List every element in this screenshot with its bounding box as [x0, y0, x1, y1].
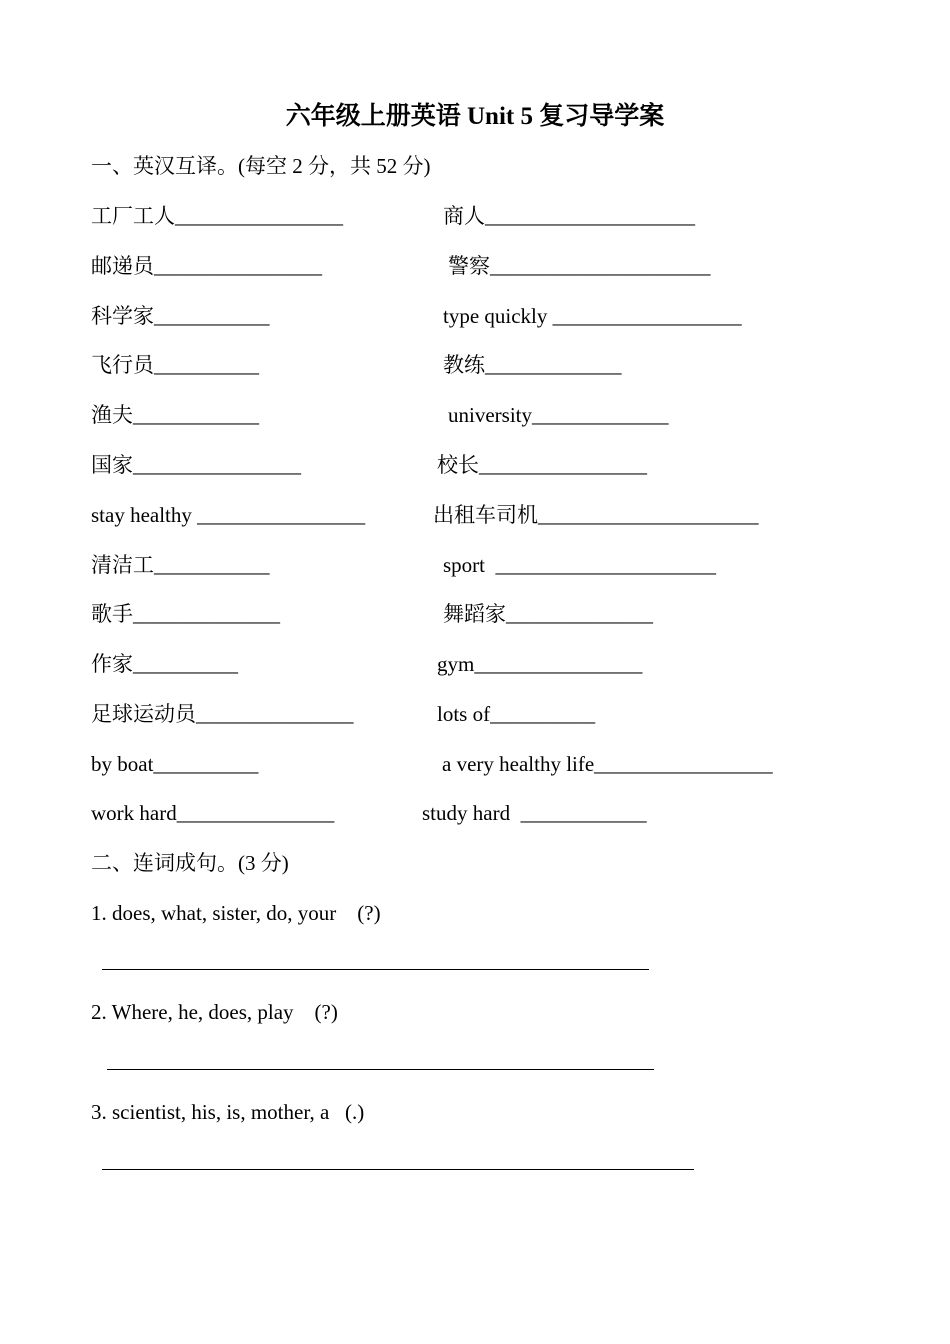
section1-heading: 一、英汉互译。(每空 2 分，共 52 分)	[91, 154, 431, 178]
vocab-item: 教练_____________	[443, 353, 622, 377]
vocab-item: study hard ____________	[422, 801, 647, 825]
vocab-item: by boat__________	[91, 752, 259, 776]
vocab-item: sport _____________________	[443, 553, 716, 577]
vocab-item: university_____________	[448, 403, 669, 427]
vocab-item: 警察_____________________	[448, 254, 711, 278]
vocab-item: 国家________________	[91, 453, 301, 477]
question-2: 2. Where, he, does, play (?)	[91, 1000, 338, 1024]
answer-line-3[interactable]	[102, 1169, 694, 1170]
section2-heading: 二、连词成句。(3 分)	[91, 851, 289, 875]
vocab-item: 歌手______________	[91, 602, 280, 626]
question-1: 1. does, what, sister, do, your (?)	[91, 901, 381, 925]
answer-line-1[interactable]	[102, 969, 649, 970]
vocab-item: 科学家___________	[91, 304, 270, 328]
vocab-item: work hard_______________	[91, 801, 335, 825]
vocab-item: 清洁工___________	[91, 553, 270, 577]
vocab-item: 渔夫____________	[91, 403, 259, 427]
vocab-item: stay healthy ________________	[91, 503, 366, 527]
vocab-item: 工厂工人________________	[91, 204, 343, 228]
vocab-item: 作家__________	[91, 652, 238, 676]
vocab-item: 足球运动员_______________	[91, 702, 354, 726]
vocab-item: 舞蹈家______________	[443, 602, 653, 626]
vocab-item: 出租车司机_____________________	[433, 503, 759, 527]
question-3: 3. scientist, his, is, mother, a (.)	[91, 1100, 365, 1124]
vocab-item: a very healthy life_________________	[442, 752, 773, 776]
answer-line-2[interactable]	[107, 1069, 654, 1070]
vocab-item: type quickly __________________	[443, 304, 742, 328]
vocab-item: 校长________________	[437, 453, 647, 477]
vocab-item: 邮递员________________	[91, 254, 322, 278]
vocab-item: 飞行员__________	[91, 353, 259, 377]
vocab-item: gym________________	[437, 652, 643, 676]
worksheet-title: 六年级上册英语 Unit 5 复习导学案	[285, 103, 665, 130]
vocab-item: lots of__________	[437, 702, 596, 726]
vocab-item: 商人____________________	[443, 204, 695, 228]
